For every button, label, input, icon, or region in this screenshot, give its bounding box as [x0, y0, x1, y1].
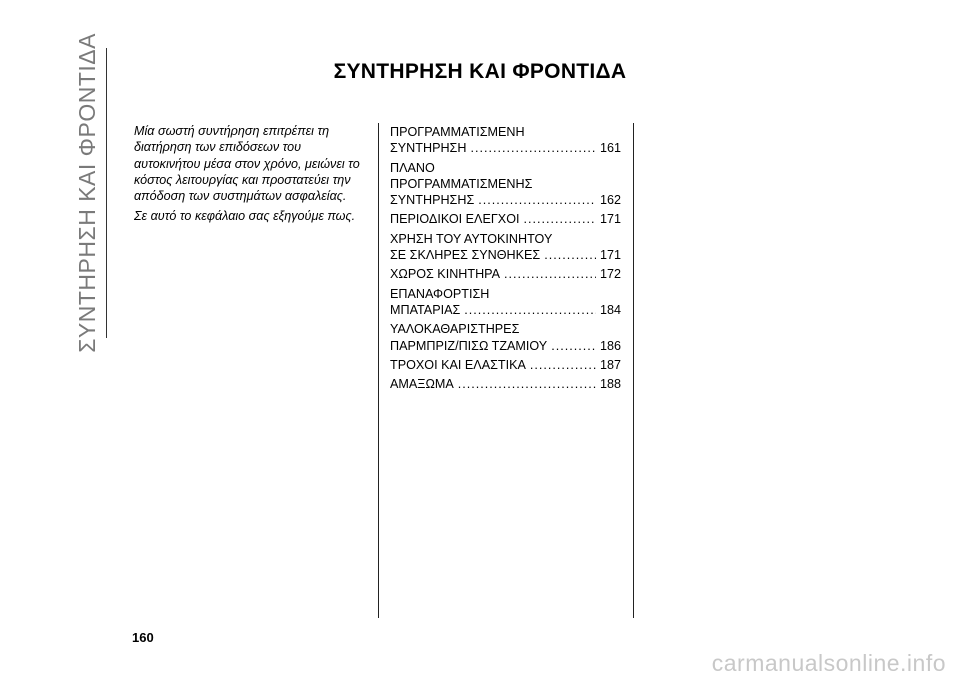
toc-entry-text: ΠΛΑΝΟ [390, 160, 435, 175]
toc-entry-periodic-checks[interactable] [390, 211, 621, 227]
toc-leader-dots [530, 357, 596, 373]
toc-entry-severe-conditions[interactable] [390, 231, 621, 264]
toc-entry-text: ΠΕΡΙΟΔΙΚΟΙ ΕΛΕΓΧΟΙ [390, 212, 520, 227]
toc-page-number: 171 [599, 212, 621, 227]
toc-page-number: 188 [599, 377, 621, 392]
toc-entry-wheels-tyres[interactable] [390, 357, 621, 373]
column-divider-right [633, 123, 634, 618]
toc-entry-text: ΥΑΛΟΚΑΘΑΡΙΣΤΗΡΕΣ [390, 322, 520, 337]
watermark: carmanualsonline.info [711, 650, 946, 676]
page-number: 160 [132, 630, 154, 645]
toc-page-number: 187 [599, 357, 621, 372]
toc-entry-text: ΧΡΗΣΗ ΤΟΥ ΑΥΤΟΚΙΝΗΤΟΥ [390, 231, 553, 246]
toc-entry-text: ΠΡΟΓΡΑΜΜΑΤΙΣΜΕΝΗΣ [390, 176, 533, 191]
toc-leader-dots [458, 376, 596, 392]
toc-entry-scheduled-maintenance[interactable] [390, 124, 621, 157]
toc-page-number: 161 [599, 141, 621, 156]
side-chapter-tab-label: ΣΥΝΤΗΡΗΣΗ ΚΑΙ ΦΡΟΝΤΙΔΑ [73, 33, 100, 353]
toc-leader-dots [544, 247, 596, 263]
toc-page-number: 171 [599, 248, 621, 263]
toc-leader-dots [524, 211, 596, 227]
toc-leader-dots [478, 192, 596, 208]
toc-entry-text: ΑΜΑΞΩΜΑ [390, 377, 454, 392]
toc-entry-battery-recharging[interactable] [390, 286, 621, 319]
toc-entry-text: ΣΥΝΤΗΡΗΣΗ [390, 141, 467, 156]
toc-entry-bodywork[interactable] [390, 376, 621, 392]
toc-entry-text: ΣΕ ΣΚΛΗΡΕΣ ΣΥΝΘΗΚΕΣ [390, 248, 541, 263]
toc-entry-text: ΠΡΟΓΡΑΜΜΑΤΙΣΜΕΝΗ [390, 125, 525, 139]
toc-entry-text: ΠΑΡΜΠΡΙΖ/ΠΙΣΩ ΤΖΑΜΙΟΥ [390, 338, 548, 353]
side-tab-rule [106, 48, 107, 338]
toc-page-number: 162 [599, 193, 621, 208]
toc-page-number: 172 [599, 267, 621, 282]
column-divider-left [378, 123, 379, 618]
toc-entry-text: ΤΡΟΧΟΙ ΚΑΙ ΕΛΑΣΤΙΚΑ [390, 357, 526, 372]
toc-leader-dots [504, 266, 596, 282]
toc-entry-text: ΕΠΑΝΑΦΟΡΤΙΣΗ [390, 286, 490, 301]
toc-leader-dots [464, 302, 596, 318]
intro-text [134, 123, 366, 229]
intro-paragraph-2: Σε αυτό το κεφάλαιο σας εξηγούμε πως. [134, 209, 356, 224]
toc-entry-text: ΜΠΑΤΑΡΙΑΣ [390, 302, 461, 317]
toc-entry-wipers[interactable] [390, 321, 621, 354]
chapter-title: ΣΥΝΤΗΡΗΣΗ ΚΑΙ ΦΡΟΝΤΙΔΑ [333, 60, 627, 83]
table-of-contents [390, 124, 621, 395]
toc-entry-maintenance-plan[interactable] [390, 160, 621, 209]
toc-page-number: 186 [599, 338, 621, 353]
toc-page-number: 184 [599, 302, 621, 317]
toc-entry-text: ΣΥΝΤΗΡΗΣΗΣ [390, 193, 475, 208]
toc-entry-engine-compartment[interactable] [390, 266, 621, 282]
toc-entry-text: ΧΩΡΟΣ ΚΙΝΗΤΗΡΑ [390, 267, 501, 282]
toc-leader-dots [551, 338, 596, 354]
toc-leader-dots [470, 140, 596, 156]
side-chapter-tab [68, 33, 106, 353]
intro-paragraph-1: Μία σωστή συντήρηση επιτρέπει τη διατήρηση των επιδόσεων του αυτοκινήτου μέσα στον χρόνο, μειώνει το κόστος λειτουργίας και προστατεύει την απόδοση των συστημάτων ασφαλείας. [134, 124, 360, 204]
